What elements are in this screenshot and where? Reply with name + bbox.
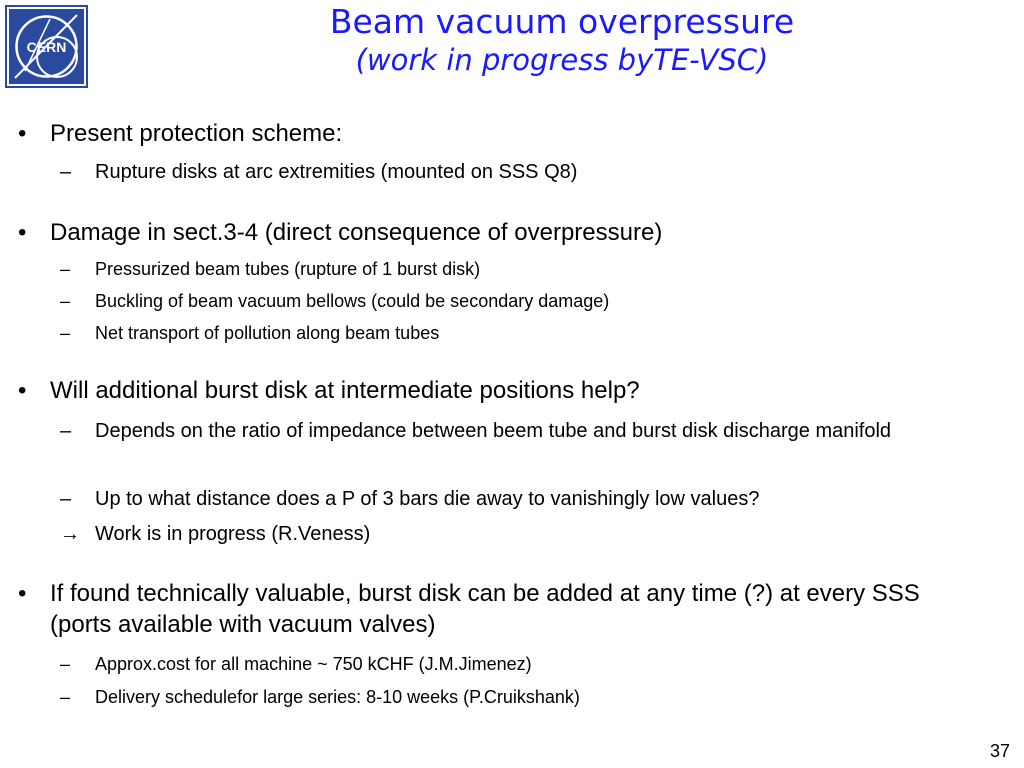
bullet-text: If found technically valuable, burst disk can be added at any time (?) at every SSS (ports available with vacuum valves) xyxy=(50,580,920,638)
sub-bullet-text: Approx.cost for all machine ~ 750 kCHF (J.M.Jimenez) xyxy=(95,654,532,674)
sub-bullet-text: Work is in progress (R.Veness) xyxy=(95,523,371,545)
arrow-right-icon: → xyxy=(60,523,80,545)
page-number: 37 xyxy=(989,741,1010,761)
sub-bullet-marker: – xyxy=(60,687,71,707)
sub-bullet-marker: – xyxy=(60,654,71,674)
sub-bullet-marker: – xyxy=(60,420,72,442)
svg-text:CERN: CERN xyxy=(26,39,67,55)
title-line-1: Beam vacuum overpressure xyxy=(329,2,795,41)
sub-bullet-text: Rupture disks at arc extremities (mounted on SSS Q8) xyxy=(95,161,578,183)
sub-bullet-text: Pressurized beam tubes (rupture of 1 burst disk) xyxy=(95,259,481,279)
sub-bullet-text: Up to what distance does a P of 3 bars die away to vanishingly low values? xyxy=(95,488,760,510)
sub-bullet-marker: – xyxy=(60,291,71,311)
title-line-2: (work in progress byTE-VSC) xyxy=(355,43,769,77)
bullet-marker: • xyxy=(18,120,27,147)
bullet-text: Damage in sect.3-4 (direct consequence of overpressure) xyxy=(50,219,663,246)
bullet-marker: • xyxy=(18,219,27,246)
sub-bullet-marker: – xyxy=(60,323,71,343)
sub-bullet-marker: – xyxy=(60,259,71,279)
sub-bullet-marker: – xyxy=(60,488,72,510)
bullet-marker: • xyxy=(18,580,27,607)
sub-bullet-text: Depends on the ratio of impedance between beem tube and burst disk discharge manifold xyxy=(95,420,892,442)
sub-bullet-marker: – xyxy=(60,161,72,183)
bullet-marker: • xyxy=(18,377,27,404)
bullet-text: Present protection scheme: xyxy=(50,120,343,147)
sub-bullet-text: Delivery schedulefor large series: 8-10 weeks (P.Cruikshank) xyxy=(95,687,580,707)
bullet-text: Will additional burst disk at intermediate positions help? xyxy=(50,377,640,404)
sub-bullet-text: Buckling of beam vacuum bellows (could be secondary damage) xyxy=(95,291,610,311)
sub-bullet-text: Net transport of pollution along beam tubes xyxy=(95,323,440,343)
